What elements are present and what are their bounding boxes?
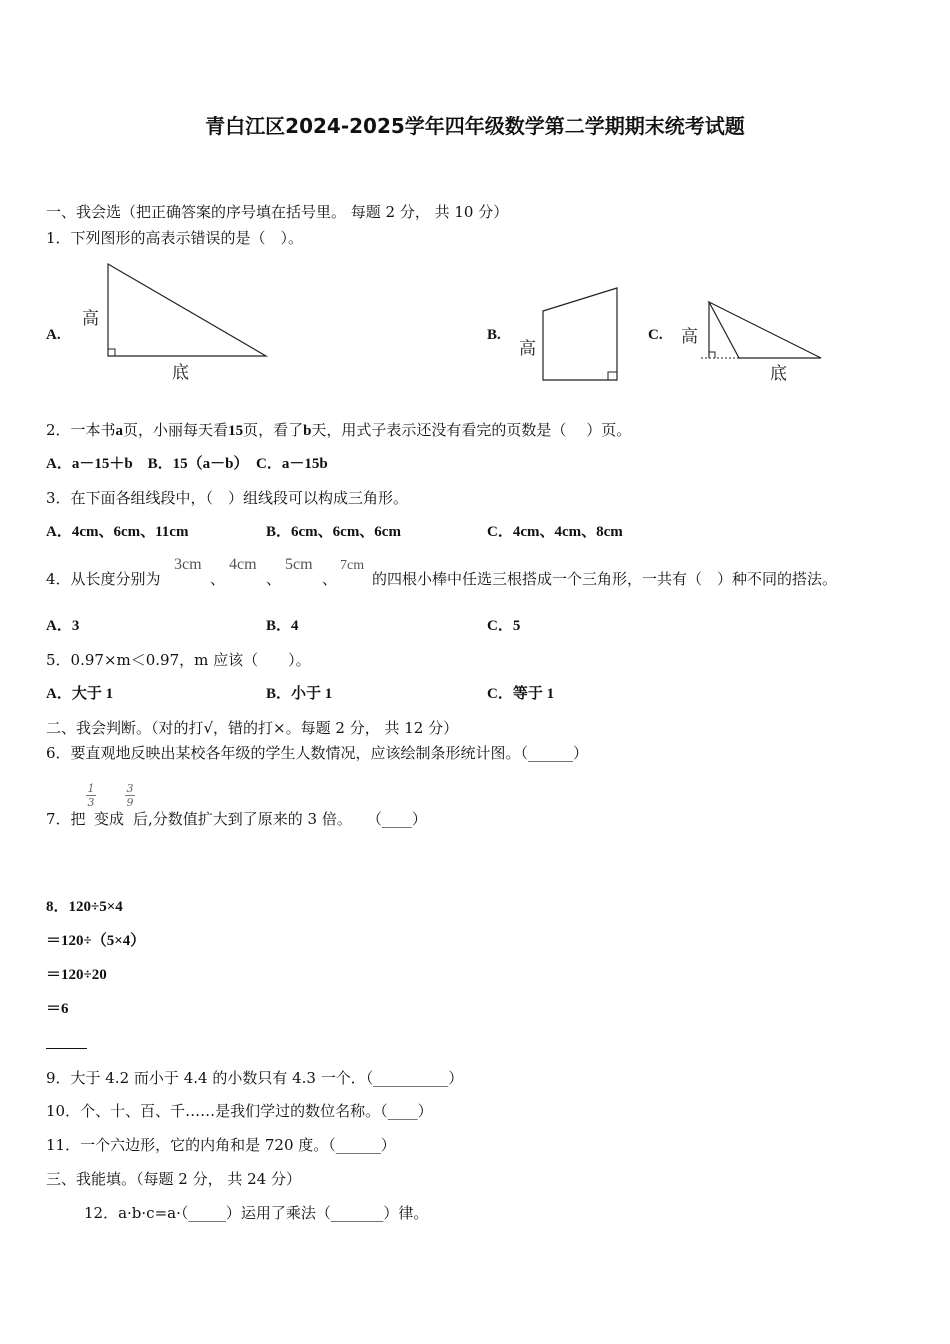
q4-option-c[interactable]: C．5 [487, 618, 521, 634]
q5-option-b[interactable]: B．小于 1 [266, 686, 333, 702]
q8-answer-blank[interactable] [46, 1048, 87, 1049]
q2-options[interactable]: A．a－15＋b B．15（a－b） C．a－15b [46, 456, 328, 472]
q8-line-1: 8．120÷5×4 [46, 899, 123, 915]
q4-length-3: 5cm [285, 556, 313, 573]
q9-text: 9．大于 4.2 而小于 4.4 的小数只有 4.3 一个．（__________） [46, 1069, 464, 1087]
q4-stem-post: 的四根小棒中任选三根搭成一个三角形，一共有（ ）种不同的搭法。 [372, 570, 838, 588]
q3-option-a[interactable]: A．4cm、6cm、11cm [46, 524, 189, 540]
q11-text: 11．一个六边形，它的内角和是 720 度。（______） [46, 1136, 396, 1154]
q7-mid: 变成 [94, 810, 125, 828]
q4-length-2: 4cm [229, 556, 257, 573]
q1-figure-b [515, 282, 625, 387]
q1-option-a[interactable]: A. [46, 327, 61, 343]
q12-text: 12．a·b·c=a·（_____）运用了乘法（_______）律。 [84, 1204, 429, 1222]
q3-option-c[interactable]: C．4cm、4cm、8cm [487, 524, 623, 540]
q8-line-3: ＝120÷20 [46, 967, 107, 983]
q4-sep-2: 、 [266, 570, 282, 588]
q1c-base-label: 底 [770, 364, 787, 384]
q5-option-c[interactable]: C．等于 1 [487, 686, 555, 702]
q4-length-4: 7cm [340, 558, 365, 573]
q3-stem: 3．在下面各组线段中，（ ）组线段可以构成三角形。 [46, 489, 409, 507]
q1-figure-a [80, 258, 280, 388]
q1-figure-c [675, 296, 835, 386]
section3-heading: 三、我能填。（每题 2 分， 共 24 分） [46, 1170, 301, 1188]
q7-fraction-2: 3 9 [126, 782, 134, 809]
q6-text: 6．要直观地反映出某校各年级的学生人数情况，应该绘制条形统计图。（______） [46, 744, 589, 762]
q4-sep-1: 、 [210, 570, 226, 588]
q1a-height-label: 高 [82, 309, 99, 329]
q2-stem: 2．一本书a页，小丽每天看15页，看了b天，用式子表示还没有看完的页数是（ ）页。 [46, 421, 632, 439]
q4-sep-3: 、 [322, 570, 338, 588]
q1a-base-label: 底 [172, 363, 189, 383]
q3-option-b[interactable]: B．6cm、6cm、6cm [266, 524, 401, 540]
q7-post: 后,分数值扩大到了原来的 3 倍。 （____） [133, 810, 427, 828]
q4-option-a[interactable]: A．3 [46, 618, 80, 634]
q1b-height-label: 高 [519, 339, 536, 359]
q5-option-a[interactable]: A．大于 1 [46, 686, 114, 702]
q4-length-1: 3cm [174, 556, 202, 573]
q1-option-c[interactable]: C. [648, 327, 663, 343]
section1-heading: 一、我会选（把正确答案的序号填在括号里。 每题 2 分， 共 10 分） [46, 203, 509, 221]
section2-heading: 二、我会判断。（对的打√，错的打×。每题 2 分， 共 12 分） [46, 719, 459, 737]
q7-pre: 7．把 [46, 810, 86, 828]
page-title: 青白江区2024-2025学年四年级数学第二学期期末统考试题 [205, 114, 745, 138]
q5-stem: 5．0.97×m＜0.97，m 应该（ ）。 [46, 651, 311, 669]
q8-line-2: ＝120÷（5×4） [46, 933, 146, 949]
q8-line-4: ＝6 [46, 1001, 69, 1017]
q1c-height-label: 高 [681, 327, 698, 347]
q10-text: 10．个、十、百、千……是我们学过的数位名称。（____） [46, 1102, 433, 1120]
q1-stem: 1．下列图形的高表示错误的是（ ）。 [46, 229, 304, 247]
q7-fraction-1: 1 3 [87, 782, 95, 809]
q4-option-b[interactable]: B．4 [266, 618, 299, 634]
q4-stem-pre: 4．从长度分别为 [46, 570, 161, 588]
q1-option-b[interactable]: B. [487, 327, 501, 343]
